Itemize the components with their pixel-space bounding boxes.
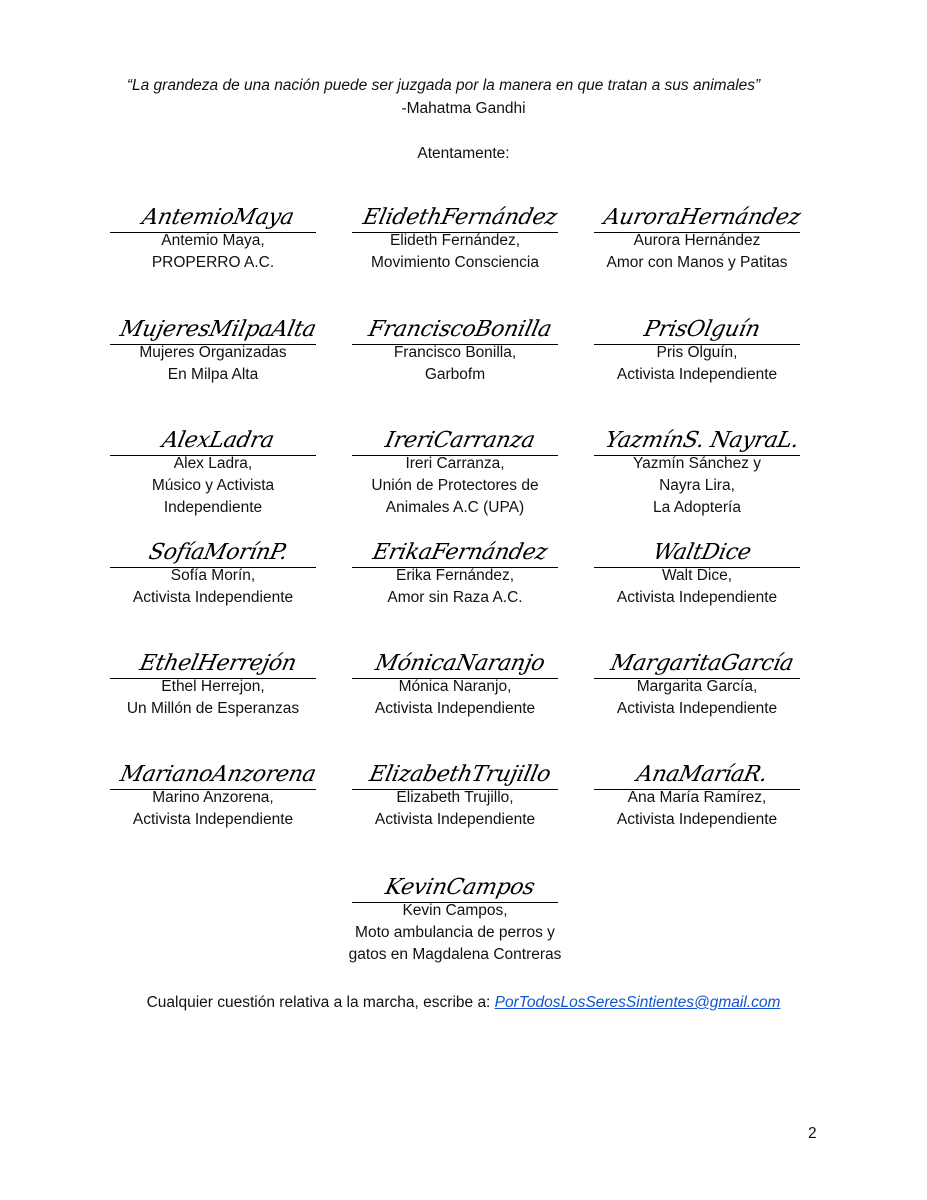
handwritten-signature: AnaMaríaR.: [634, 762, 770, 787]
signer-affiliation: Activista Independiente: [132, 811, 294, 828]
signer-affiliation: Unión de Protectores de: [371, 477, 539, 494]
handwritten-signature: AlexLadra: [159, 428, 277, 453]
signer-name: Antemio Maya,: [161, 232, 265, 249]
signer-name: Elizabeth Trujillo,: [396, 789, 514, 806]
quote: [0, 76, 927, 96]
handwritten-signature: IreriCarranza: [382, 428, 538, 453]
signer-name: Elideth Fernández,: [389, 232, 521, 249]
handwritten-signature: SofíaMorínP.: [146, 540, 290, 565]
quote-author: -Mahatma Gandhi: [401, 100, 526, 117]
signer-affiliation: Activista Independiente: [616, 589, 778, 606]
signer-name: Ana María Ramírez,: [627, 789, 767, 806]
signer-name: Marino Anzorena,: [152, 789, 274, 806]
signer-affiliation: Independiente: [163, 499, 263, 516]
closing: Atentamente:: [417, 145, 510, 162]
handwritten-signature: MargaritaGarcía: [608, 651, 796, 676]
page-number: 2: [808, 1125, 817, 1142]
handwritten-signature: PrisOlguín: [641, 317, 763, 342]
handwritten-signature: MónicaNaranjo: [372, 651, 548, 676]
signer-affiliation: La Adoptería: [653, 499, 741, 516]
handwritten-signature: YazmínS. NayraL.: [602, 428, 802, 453]
signer-affiliation: Activista Independiente: [374, 811, 536, 828]
signer-name: Sofía Morín,: [170, 567, 256, 584]
signer-name: Pris Olguín,: [656, 344, 738, 361]
signer-name: Aurora Hernández: [633, 232, 761, 249]
signer-affiliation: Activista Independiente: [374, 700, 536, 717]
signer-affiliation: Amor sin Raza A.C.: [387, 589, 523, 606]
signer-affiliation: PROPERRO A.C.: [151, 254, 275, 271]
signer-affiliation: Activista Independiente: [132, 589, 294, 606]
signer-name: Alex Ladra,: [173, 455, 253, 472]
handwritten-signature: MarianoAnzorena: [117, 762, 319, 787]
handwritten-signature: ErikaFernández: [370, 540, 550, 565]
signer-affiliation: Un Millón de Esperanzas: [126, 700, 300, 717]
signer-name: Yazmín Sánchez y: [632, 455, 762, 472]
signer-name: Erika Fernández,: [395, 567, 515, 584]
signer-affiliation: Animales A.C (UPA): [385, 499, 525, 516]
contact-line: [0, 994, 927, 1012]
signer-name: Mujeres Organizadas: [139, 344, 287, 361]
signer-name: Kevin Campos,: [402, 902, 508, 919]
signer-name: Ethel Herrejon,: [161, 678, 265, 695]
signer-name: Margarita García,: [636, 678, 758, 695]
signer-affiliation: gatos en Magdalena Contreras: [348, 946, 562, 963]
contact-text: Cualquier cuestión relativa a la marcha, escribe a:: [146, 994, 495, 1011]
handwritten-signature: EthelHerrejón: [137, 651, 299, 676]
signer-name: Francisco Bonilla,: [393, 344, 517, 361]
handwritten-signature: AuroraHernández: [601, 205, 803, 230]
signer-name: Ireri Carranza,: [405, 455, 505, 472]
signer-name: Mónica Naranjo,: [398, 678, 512, 695]
signer-affiliation: Amor con Manos y Patitas: [606, 254, 788, 271]
signer-affiliation: Activista Independiente: [616, 700, 778, 717]
handwritten-signature: FranciscoBonilla: [366, 317, 554, 342]
handwritten-signature: MujeresMilpaAlta: [117, 317, 319, 342]
signer-affiliation: Activista Independiente: [616, 366, 778, 383]
signer-affiliation: Músico y Activista: [151, 477, 275, 494]
signer-affiliation: En Milpa Alta: [167, 366, 259, 383]
handwritten-signature: WaltDice: [650, 540, 754, 565]
handwritten-signature: ElizabethTrujillo: [367, 762, 553, 787]
signer-affiliation: Moto ambulancia de perros y: [355, 924, 555, 941]
signer-name: Walt Dice,: [661, 567, 733, 584]
signer-affiliation: Garbofm: [424, 366, 486, 383]
handwritten-signature: ElidethFernández: [360, 205, 560, 230]
signer-affiliation: Nayra Lira,: [659, 477, 735, 494]
quote-text: “La grandeza de una nación puede ser juzgada por la manera en que tratan a sus animales”: [126, 77, 761, 94]
signer-affiliation: Activista Independiente: [616, 811, 778, 828]
handwritten-signature: KevinCampos: [383, 875, 537, 900]
contact-email-link[interactable]: PorTodosLosSeresSintientes@gmail.com: [494, 994, 781, 1011]
signer-affiliation: Movimiento Consciencia: [371, 254, 539, 271]
handwritten-signature: AntemioMaya: [139, 205, 297, 230]
